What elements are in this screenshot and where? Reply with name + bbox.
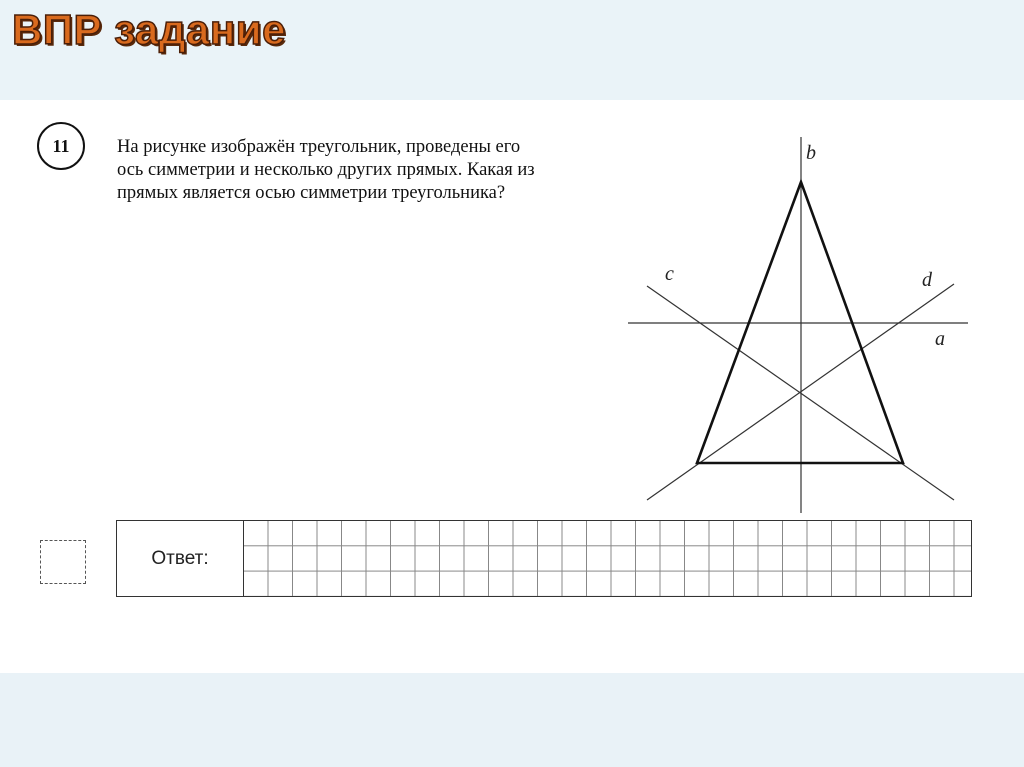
task-number-badge <box>37 122 85 170</box>
label-d: d <box>922 269 932 291</box>
slide-footer <box>0 673 1024 767</box>
answer-checkbox[interactable] <box>40 540 86 584</box>
question-line: ось симметрии и несколько других прямых. Какая из <box>117 160 535 180</box>
answer-grid[interactable] <box>244 521 971 596</box>
slide-header <box>0 0 1024 100</box>
slide-title: ВПР задание <box>12 6 286 53</box>
label-b: b <box>806 142 816 164</box>
question-text <box>117 136 609 205</box>
label-c: c <box>665 263 674 285</box>
answer-label: Ответ: <box>151 547 209 569</box>
answer-label-cell <box>117 521 244 596</box>
triangle-figure <box>620 130 980 520</box>
answer-box <box>116 520 972 597</box>
label-a: a <box>935 328 945 350</box>
question-line: На рисунке изображён треугольник, проведены его <box>117 137 521 157</box>
question-line: прямых является осью симметрии треугольника? <box>117 183 506 203</box>
task-number: 11 <box>52 135 70 156</box>
